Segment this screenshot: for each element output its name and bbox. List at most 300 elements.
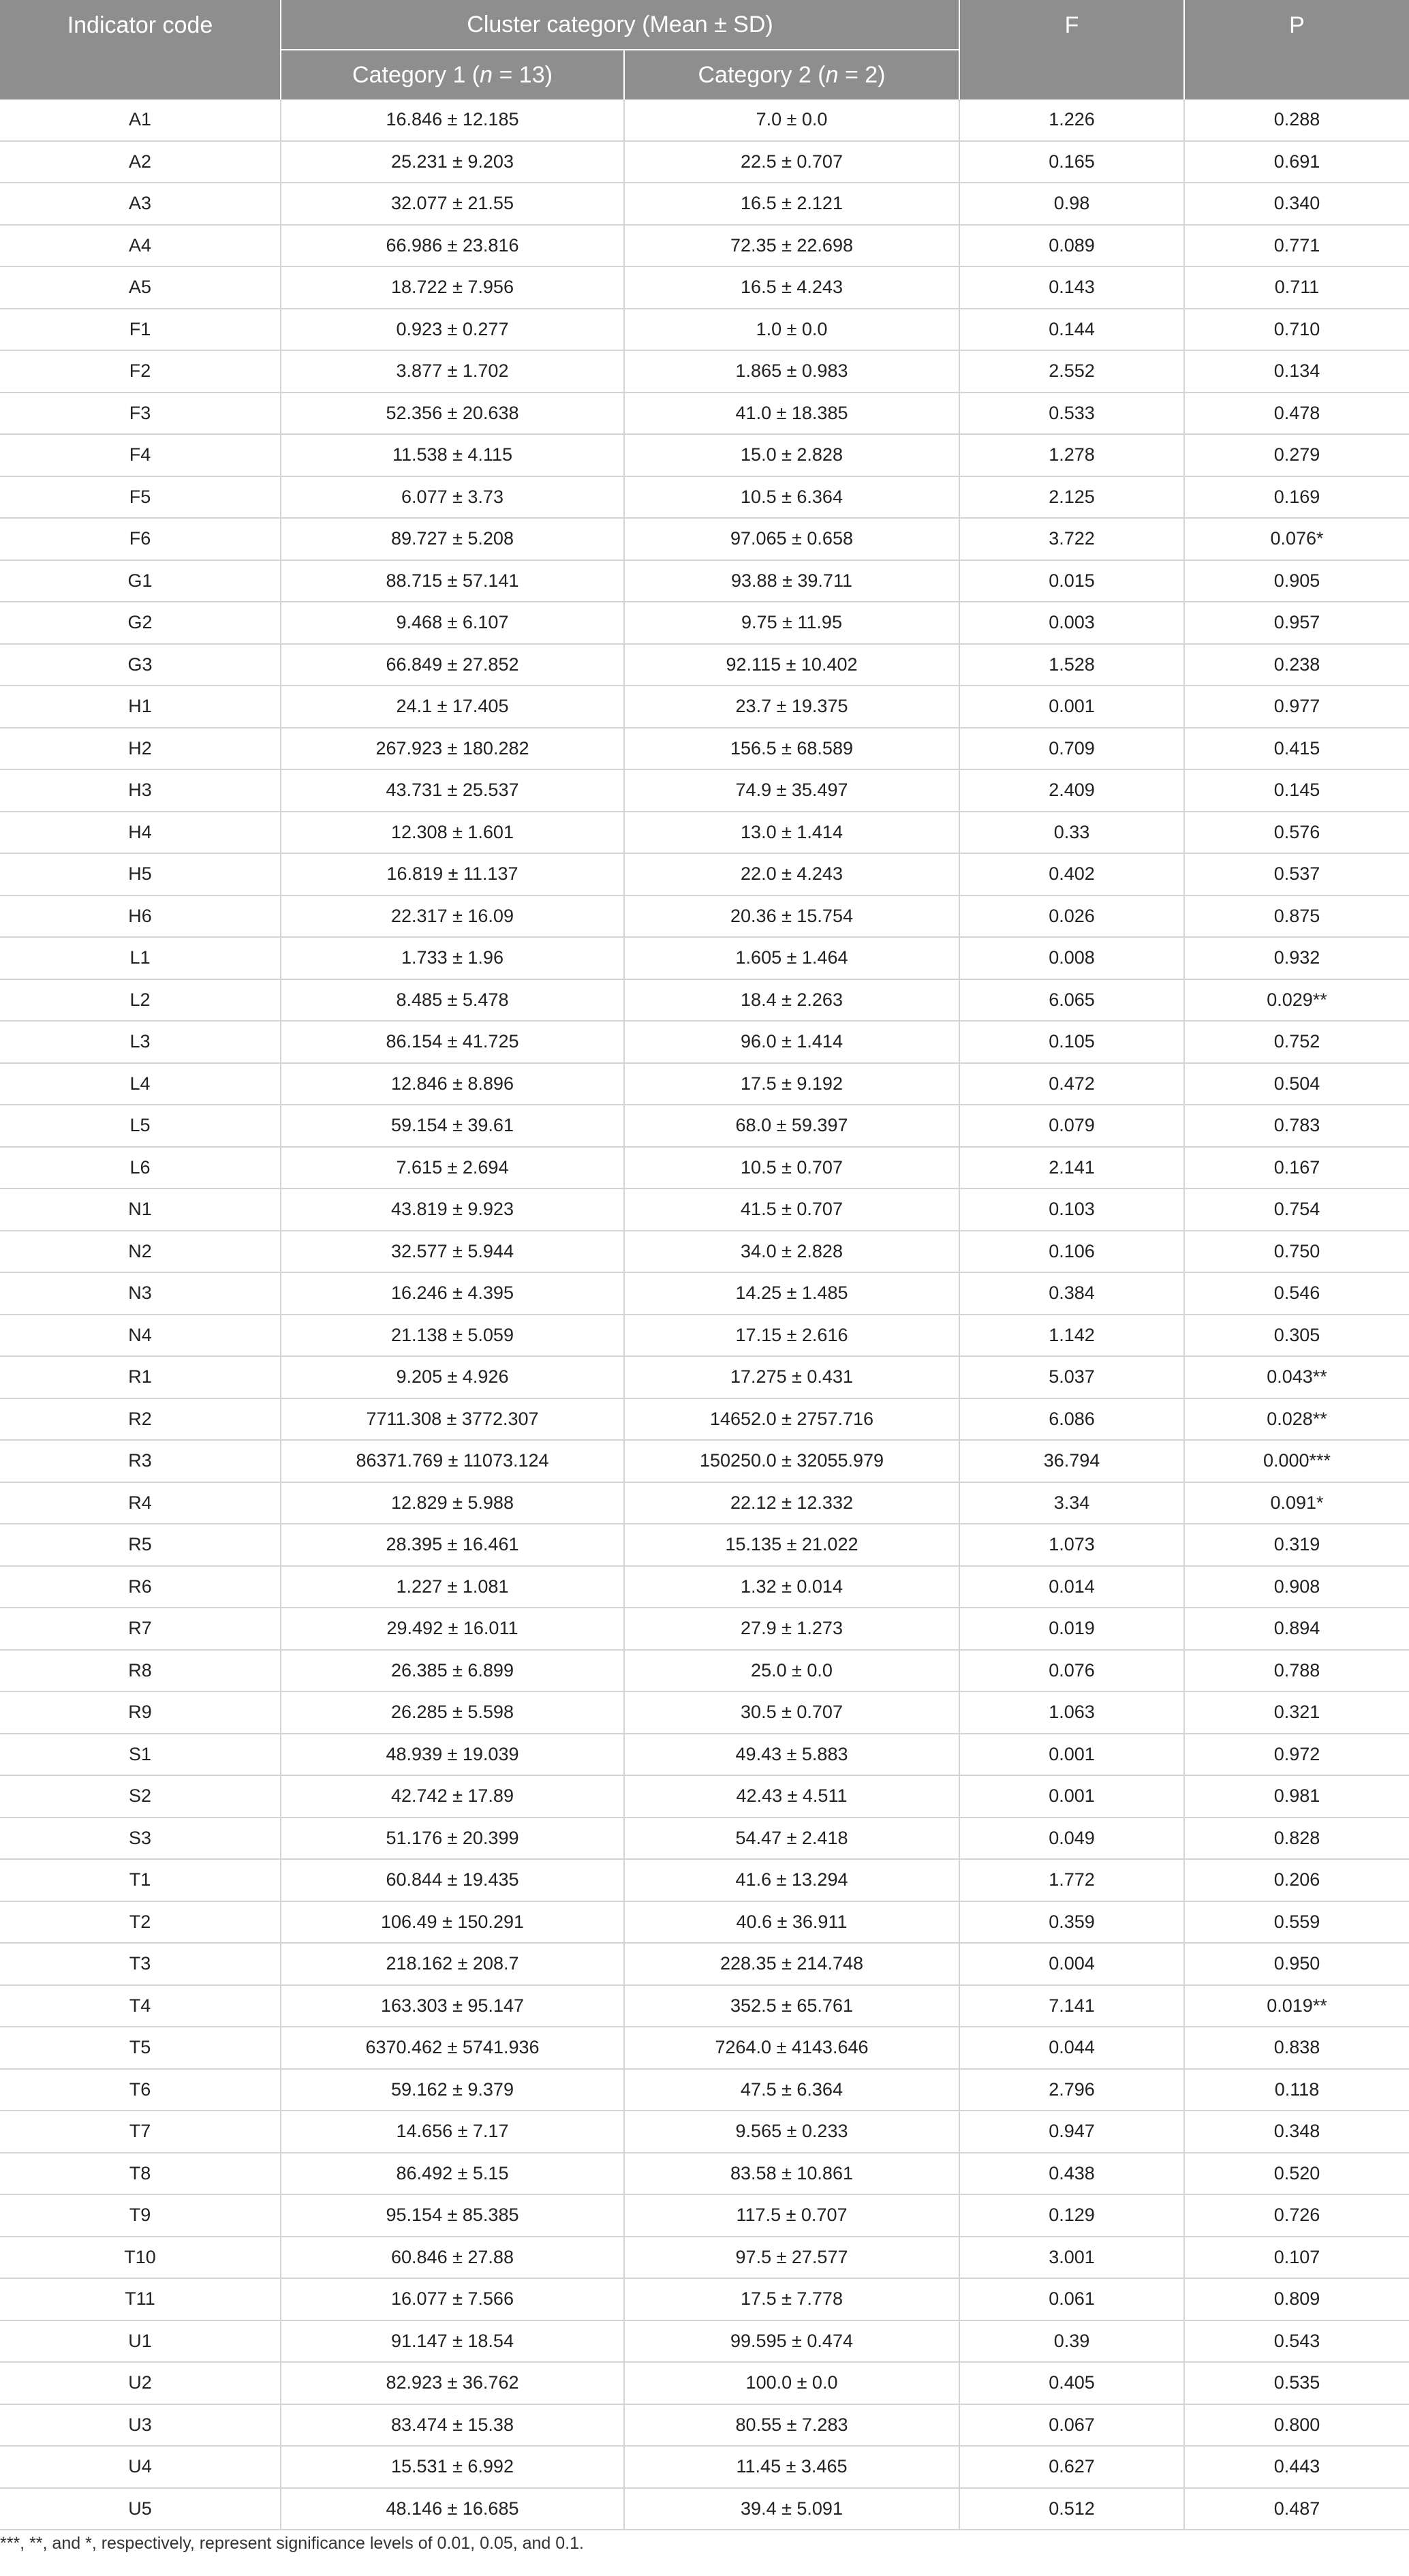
category-2-cell: 68.0 ± 59.397 xyxy=(624,1105,959,1147)
indicator-code-cell: R7 xyxy=(0,1608,281,1650)
p-value-cell: 0.319 xyxy=(1184,1524,1409,1566)
category-2-cell: 40.6 ± 36.911 xyxy=(624,1901,959,1944)
table-row xyxy=(0,895,1409,938)
category-1-cell: 95.154 ± 85.385 xyxy=(281,2194,624,2237)
f-value-cell: 0.019 xyxy=(959,1608,1184,1650)
indicator-code-cell: H5 xyxy=(0,853,281,895)
category-2-cell: 97.5 ± 27.577 xyxy=(624,2237,959,2279)
category-1-cell: 88.715 ± 57.141 xyxy=(281,560,624,602)
indicator-code-cell: U4 xyxy=(0,2446,281,2488)
table-row xyxy=(0,1398,1409,1441)
indicator-code-cell: F5 xyxy=(0,476,281,519)
indicator-code-cell: A5 xyxy=(0,266,281,309)
p-value-cell: 0.932 xyxy=(1184,937,1409,979)
category-1-cell: 51.176 ± 20.399 xyxy=(281,1818,624,1860)
table-row xyxy=(0,1775,1409,1818)
p-value-cell: 0.894 xyxy=(1184,1608,1409,1650)
indicator-code-cell: R9 xyxy=(0,1691,281,1734)
category-1-cell: 106.49 ± 150.291 xyxy=(281,1901,624,1944)
f-value-cell: 0.402 xyxy=(959,853,1184,895)
p-value-cell: 0.279 xyxy=(1184,434,1409,476)
table-row xyxy=(0,2446,1409,2488)
header-category-2 xyxy=(624,50,959,99)
table-row xyxy=(0,937,1409,979)
f-value-cell: 0.709 xyxy=(959,728,1184,770)
f-value-cell: 0.044 xyxy=(959,2027,1184,2069)
p-value-cell: 0.828 xyxy=(1184,1818,1409,1860)
indicator-code-cell: N3 xyxy=(0,1272,281,1315)
category-2-cell: 49.43 ± 5.883 xyxy=(624,1734,959,1776)
p-value-cell: 0.711 xyxy=(1184,266,1409,309)
f-value-cell: 0.106 xyxy=(959,1231,1184,1273)
indicator-code-cell: U2 xyxy=(0,2362,281,2404)
category-2-cell: 97.065 ± 0.658 xyxy=(624,518,959,560)
category-2-cell: 22.5 ± 0.707 xyxy=(624,141,959,183)
table-row xyxy=(0,1231,1409,1273)
header-row-1 xyxy=(0,0,1409,50)
p-value-cell: 0.145 xyxy=(1184,769,1409,812)
category-2-cell: 150250.0 ± 32055.979 xyxy=(624,1440,959,1482)
p-value-cell: 0.710 xyxy=(1184,309,1409,351)
category-1-cell: 18.722 ± 7.956 xyxy=(281,266,624,309)
indicator-code-cell: R2 xyxy=(0,1398,281,1441)
table-row xyxy=(0,266,1409,309)
category-1-cell: 16.077 ± 7.566 xyxy=(281,2278,624,2320)
category-2-cell: 100.0 ± 0.0 xyxy=(624,2362,959,2404)
p-value-cell: 0.340 xyxy=(1184,183,1409,225)
category-1-cell: 48.939 ± 19.039 xyxy=(281,1734,624,1776)
f-value-cell: 1.528 xyxy=(959,644,1184,686)
p-value-cell: 0.000*** xyxy=(1184,1440,1409,1482)
category-1-cell: 8.485 ± 5.478 xyxy=(281,979,624,1022)
f-value-cell: 0.384 xyxy=(959,1272,1184,1315)
category-1-cell: 24.1 ± 17.405 xyxy=(281,686,624,728)
category-1-cell: 16.846 ± 12.185 xyxy=(281,99,624,141)
indicator-code-cell: T9 xyxy=(0,2194,281,2237)
p-value-cell: 0.908 xyxy=(1184,1566,1409,1608)
p-value-cell: 0.169 xyxy=(1184,476,1409,519)
p-value-cell: 0.788 xyxy=(1184,1650,1409,1692)
p-value-cell: 0.288 xyxy=(1184,99,1409,141)
category-1-cell: 14.656 ± 7.17 xyxy=(281,2111,624,2153)
category-1-cell: 25.231 ± 9.203 xyxy=(281,141,624,183)
category-1-cell: 16.819 ± 11.137 xyxy=(281,853,624,895)
table-row xyxy=(0,2278,1409,2320)
f-value-cell: 0.067 xyxy=(959,2404,1184,2447)
indicator-code-cell: A4 xyxy=(0,225,281,267)
indicator-code-cell: A3 xyxy=(0,183,281,225)
category-2-cell: 15.135 ± 21.022 xyxy=(624,1524,959,1566)
table-body xyxy=(0,99,1409,2530)
p-value-cell: 0.348 xyxy=(1184,2111,1409,2153)
p-value-cell: 0.875 xyxy=(1184,895,1409,938)
category-2-cell: 1.32 ± 0.014 xyxy=(624,1566,959,1608)
indicator-code-cell: L3 xyxy=(0,1021,281,1063)
category-2-cell: 16.5 ± 2.121 xyxy=(624,183,959,225)
f-value-cell: 0.001 xyxy=(959,1775,1184,1818)
header-indicator-code: Indicator code xyxy=(0,0,281,99)
f-value-cell: 0.026 xyxy=(959,895,1184,938)
category-1-cell: 52.356 ± 20.638 xyxy=(281,393,624,435)
table-row xyxy=(0,2153,1409,2195)
table-row xyxy=(0,476,1409,519)
category-2-cell: 30.5 ± 0.707 xyxy=(624,1691,959,1734)
category-2-cell: 7264.0 ± 4143.646 xyxy=(624,2027,959,2069)
table-row xyxy=(0,2404,1409,2447)
f-value-cell: 0.33 xyxy=(959,812,1184,854)
f-value-cell: 0.627 xyxy=(959,2446,1184,2488)
category-1-cell: 15.531 ± 6.992 xyxy=(281,2446,624,2488)
f-value-cell: 0.014 xyxy=(959,1566,1184,1608)
category-2-cell: 80.55 ± 7.283 xyxy=(624,2404,959,2447)
f-value-cell: 2.125 xyxy=(959,476,1184,519)
table-row xyxy=(0,1482,1409,1524)
f-value-cell: 0.049 xyxy=(959,1818,1184,1860)
p-value-cell: 0.118 xyxy=(1184,2069,1409,2111)
category-1-cell: 59.162 ± 9.379 xyxy=(281,2069,624,2111)
f-value-cell: 1.226 xyxy=(959,99,1184,141)
f-value-cell: 0.004 xyxy=(959,1943,1184,1985)
indicator-code-cell: H1 xyxy=(0,686,281,728)
header-p: P xyxy=(1184,0,1409,99)
indicator-code-cell: U1 xyxy=(0,2320,281,2363)
indicator-code-cell: T10 xyxy=(0,2237,281,2279)
p-value-cell: 0.559 xyxy=(1184,1901,1409,1944)
f-value-cell: 0.165 xyxy=(959,141,1184,183)
indicator-code-cell: R6 xyxy=(0,1566,281,1608)
table-row xyxy=(0,1063,1409,1105)
table-row xyxy=(0,1650,1409,1692)
indicator-code-cell: R8 xyxy=(0,1650,281,1692)
category-1-cell: 60.844 ± 19.435 xyxy=(281,1859,624,1901)
indicator-code-cell: L1 xyxy=(0,937,281,979)
category-1-cell: 12.829 ± 5.988 xyxy=(281,1482,624,1524)
category-1-cell: 6370.462 ± 5741.936 xyxy=(281,2027,624,2069)
category-2-cell: 117.5 ± 0.707 xyxy=(624,2194,959,2237)
p-value-cell: 0.134 xyxy=(1184,350,1409,393)
table-row xyxy=(0,518,1409,560)
table-row xyxy=(0,2362,1409,2404)
category-1-cell: 43.731 ± 25.537 xyxy=(281,769,624,812)
indicator-code-cell: L2 xyxy=(0,979,281,1022)
f-value-cell: 0.003 xyxy=(959,602,1184,644)
category-1-cell: 9.468 ± 6.107 xyxy=(281,602,624,644)
category-2-cell: 18.4 ± 2.263 xyxy=(624,979,959,1022)
indicator-code-cell: L4 xyxy=(0,1063,281,1105)
category-2-cell: 20.36 ± 15.754 xyxy=(624,895,959,938)
table-row xyxy=(0,644,1409,686)
p-value-cell: 0.754 xyxy=(1184,1189,1409,1231)
p-value-cell: 0.305 xyxy=(1184,1315,1409,1357)
table-row xyxy=(0,812,1409,854)
category-1-cell: 7.615 ± 2.694 xyxy=(281,1147,624,1189)
category-2-cell: 72.35 ± 22.698 xyxy=(624,225,959,267)
category-1-cell: 28.395 ± 16.461 xyxy=(281,1524,624,1566)
category-2-cell: 17.15 ± 2.616 xyxy=(624,1315,959,1357)
category-2-cell: 1.865 ± 0.983 xyxy=(624,350,959,393)
category-1-cell: 7711.308 ± 3772.307 xyxy=(281,1398,624,1441)
table-row xyxy=(0,393,1409,435)
table-row xyxy=(0,1021,1409,1063)
category-2-cell: 17.5 ± 9.192 xyxy=(624,1063,959,1105)
category-1-cell: 32.077 ± 21.55 xyxy=(281,183,624,225)
table-row xyxy=(0,1147,1409,1189)
category-1-cell: 12.308 ± 1.601 xyxy=(281,812,624,854)
category-2-cell: 39.4 ± 5.091 xyxy=(624,2488,959,2530)
f-value-cell: 2.552 xyxy=(959,350,1184,393)
f-value-cell: 0.001 xyxy=(959,1734,1184,1776)
indicator-code-cell: R1 xyxy=(0,1356,281,1398)
category-2-cell: 228.35 ± 214.748 xyxy=(624,1943,959,1985)
f-value-cell: 5.037 xyxy=(959,1356,1184,1398)
f-value-cell: 0.143 xyxy=(959,266,1184,309)
category-1-cell: 9.205 ± 4.926 xyxy=(281,1356,624,1398)
p-value-cell: 0.543 xyxy=(1184,2320,1409,2363)
indicator-code-cell: S2 xyxy=(0,1775,281,1818)
category-2-cell: 1.0 ± 0.0 xyxy=(624,309,959,351)
table-row xyxy=(0,602,1409,644)
indicator-code-cell: A1 xyxy=(0,99,281,141)
p-value-cell: 0.107 xyxy=(1184,2237,1409,2279)
category-2-suffix: = 2) xyxy=(838,61,886,88)
category-1-cell: 267.923 ± 180.282 xyxy=(281,728,624,770)
table-row xyxy=(0,1566,1409,1608)
p-value-cell: 0.950 xyxy=(1184,1943,1409,1985)
category-2-cell: 14.25 ± 1.485 xyxy=(624,1272,959,1315)
indicator-code-cell: H3 xyxy=(0,769,281,812)
table-row xyxy=(0,1859,1409,1901)
category-1-cell: 42.742 ± 17.89 xyxy=(281,1775,624,1818)
table-row xyxy=(0,979,1409,1022)
category-1-cell: 218.162 ± 208.7 xyxy=(281,1943,624,1985)
p-value-cell: 0.043** xyxy=(1184,1356,1409,1398)
table-row xyxy=(0,350,1409,393)
category-1-cell: 22.317 ± 16.09 xyxy=(281,895,624,938)
p-value-cell: 0.800 xyxy=(1184,2404,1409,2447)
table-row xyxy=(0,1608,1409,1650)
p-value-cell: 0.443 xyxy=(1184,2446,1409,2488)
category-2-cell: 17.5 ± 7.778 xyxy=(624,2278,959,2320)
category-2-cell: 352.5 ± 65.761 xyxy=(624,1985,959,2027)
category-1-cell: 91.147 ± 18.54 xyxy=(281,2320,624,2363)
table-row xyxy=(0,1189,1409,1231)
category-1-cell: 86371.769 ± 11073.124 xyxy=(281,1440,624,1482)
category-2-cell: 1.605 ± 1.464 xyxy=(624,937,959,979)
category-2-cell: 10.5 ± 6.364 xyxy=(624,476,959,519)
category-1-cell: 0.923 ± 0.277 xyxy=(281,309,624,351)
indicator-code-cell: N1 xyxy=(0,1189,281,1231)
table-row xyxy=(0,1734,1409,1776)
category-1-cell: 32.577 ± 5.944 xyxy=(281,1231,624,1273)
p-value-cell: 0.028** xyxy=(1184,1398,1409,1441)
category-2-cell: 99.595 ± 0.474 xyxy=(624,2320,959,2363)
table-row xyxy=(0,2069,1409,2111)
table-row xyxy=(0,2237,1409,2279)
table-row xyxy=(0,560,1409,602)
table-row xyxy=(0,1272,1409,1315)
category-1-cell: 83.474 ± 15.38 xyxy=(281,2404,624,2447)
f-value-cell: 3.34 xyxy=(959,1482,1184,1524)
category-1-cell: 66.986 ± 23.816 xyxy=(281,225,624,267)
table-row xyxy=(0,2488,1409,2530)
f-value-cell: 2.409 xyxy=(959,769,1184,812)
header-cluster-category: Cluster category (Mean ± SD) xyxy=(281,0,959,50)
table-row xyxy=(0,1943,1409,1985)
p-value-cell: 0.752 xyxy=(1184,1021,1409,1063)
f-value-cell: 0.472 xyxy=(959,1063,1184,1105)
p-value-cell: 0.029** xyxy=(1184,979,1409,1022)
p-value-cell: 0.487 xyxy=(1184,2488,1409,2530)
category-2-cell: 41.5 ± 0.707 xyxy=(624,1189,959,1231)
indicator-code-cell: R5 xyxy=(0,1524,281,1566)
indicator-code-cell: T7 xyxy=(0,2111,281,2153)
category-1-cell: 11.538 ± 4.115 xyxy=(281,434,624,476)
indicator-code-cell: G1 xyxy=(0,560,281,602)
p-value-cell: 0.537 xyxy=(1184,853,1409,895)
f-value-cell: 2.141 xyxy=(959,1147,1184,1189)
p-value-cell: 0.321 xyxy=(1184,1691,1409,1734)
table-row xyxy=(0,1356,1409,1398)
f-value-cell: 0.512 xyxy=(959,2488,1184,2530)
header-category-1 xyxy=(281,50,624,99)
category-2-cell: 22.12 ± 12.332 xyxy=(624,1482,959,1524)
category-1-cell: 66.849 ± 27.852 xyxy=(281,644,624,686)
p-value-cell: 0.019** xyxy=(1184,1985,1409,2027)
f-value-cell: 1.142 xyxy=(959,1315,1184,1357)
table-row xyxy=(0,309,1409,351)
table-footnote: ***, **, and *, respectively, represent significance levels of 0.01, 0.05, and 0.1. xyxy=(0,2534,584,2553)
table-row xyxy=(0,2194,1409,2237)
indicator-code-cell: T4 xyxy=(0,1985,281,2027)
f-value-cell: 0.359 xyxy=(959,1901,1184,1944)
p-value-cell: 0.972 xyxy=(1184,1734,1409,1776)
p-value-cell: 0.981 xyxy=(1184,1775,1409,1818)
f-value-cell: 0.001 xyxy=(959,686,1184,728)
category-2-cell: 34.0 ± 2.828 xyxy=(624,1231,959,1273)
p-value-cell: 0.535 xyxy=(1184,2362,1409,2404)
table-row xyxy=(0,2320,1409,2363)
table-row xyxy=(0,728,1409,770)
f-value-cell: 0.015 xyxy=(959,560,1184,602)
category-1-n: n xyxy=(480,61,493,88)
f-value-cell: 0.405 xyxy=(959,2362,1184,2404)
indicator-code-cell: A2 xyxy=(0,141,281,183)
category-2-cell: 27.9 ± 1.273 xyxy=(624,1608,959,1650)
category-2-cell: 93.88 ± 39.711 xyxy=(624,560,959,602)
p-value-cell: 0.478 xyxy=(1184,393,1409,435)
category-1-cell: 26.385 ± 6.899 xyxy=(281,1650,624,1692)
table-row xyxy=(0,2027,1409,2069)
p-value-cell: 0.546 xyxy=(1184,1272,1409,1315)
indicator-code-cell: T6 xyxy=(0,2069,281,2111)
f-value-cell: 3.722 xyxy=(959,518,1184,560)
f-value-cell: 0.98 xyxy=(959,183,1184,225)
f-value-cell: 2.796 xyxy=(959,2069,1184,2111)
p-value-cell: 0.691 xyxy=(1184,141,1409,183)
f-value-cell: 0.105 xyxy=(959,1021,1184,1063)
table-row xyxy=(0,1691,1409,1734)
f-value-cell: 0.533 xyxy=(959,393,1184,435)
indicator-code-cell: N2 xyxy=(0,1231,281,1273)
f-value-cell: 0.438 xyxy=(959,2153,1184,2195)
f-value-cell: 6.065 xyxy=(959,979,1184,1022)
table-row xyxy=(0,686,1409,728)
indicator-code-cell: S3 xyxy=(0,1818,281,1860)
category-1-suffix: = 13) xyxy=(493,61,553,88)
indicator-code-cell: F2 xyxy=(0,350,281,393)
p-value-cell: 0.771 xyxy=(1184,225,1409,267)
category-1-cell: 16.246 ± 4.395 xyxy=(281,1272,624,1315)
category-2-cell: 14652.0 ± 2757.716 xyxy=(624,1398,959,1441)
p-value-cell: 0.238 xyxy=(1184,644,1409,686)
category-2-cell: 54.47 ± 2.418 xyxy=(624,1818,959,1860)
p-value-cell: 0.726 xyxy=(1184,2194,1409,2237)
indicator-code-cell: G3 xyxy=(0,644,281,686)
indicator-code-cell: U3 xyxy=(0,2404,281,2447)
p-value-cell: 0.520 xyxy=(1184,2153,1409,2195)
category-2-n: n xyxy=(825,61,839,88)
f-value-cell: 1.772 xyxy=(959,1859,1184,1901)
header-f: F xyxy=(959,0,1184,99)
indicator-code-cell: T1 xyxy=(0,1859,281,1901)
indicator-code-cell: R3 xyxy=(0,1440,281,1482)
p-value-cell: 0.905 xyxy=(1184,560,1409,602)
table-row xyxy=(0,2111,1409,2153)
f-value-cell: 0.089 xyxy=(959,225,1184,267)
p-value-cell: 0.977 xyxy=(1184,686,1409,728)
f-value-cell: 0.39 xyxy=(959,2320,1184,2363)
indicator-code-cell: H6 xyxy=(0,895,281,938)
category-1-cell: 86.492 ± 5.15 xyxy=(281,2153,624,2195)
category-2-cell: 7.0 ± 0.0 xyxy=(624,99,959,141)
category-2-cell: 41.0 ± 18.385 xyxy=(624,393,959,435)
category-1-cell: 89.727 ± 5.208 xyxy=(281,518,624,560)
p-value-cell: 0.091* xyxy=(1184,1482,1409,1524)
table-row xyxy=(0,1524,1409,1566)
p-value-cell: 0.504 xyxy=(1184,1063,1409,1105)
category-1-prefix: Category 1 ( xyxy=(352,61,480,88)
category-2-cell: 11.45 ± 3.465 xyxy=(624,2446,959,2488)
p-value-cell: 0.957 xyxy=(1184,602,1409,644)
p-value-cell: 0.838 xyxy=(1184,2027,1409,2069)
table-header xyxy=(0,0,1409,99)
f-value-cell: 1.073 xyxy=(959,1524,1184,1566)
indicator-code-cell: H4 xyxy=(0,812,281,854)
p-value-cell: 0.809 xyxy=(1184,2278,1409,2320)
category-2-cell: 10.5 ± 0.707 xyxy=(624,1147,959,1189)
indicator-code-cell: F6 xyxy=(0,518,281,560)
f-value-cell: 0.008 xyxy=(959,937,1184,979)
table-row xyxy=(0,1985,1409,2027)
indicator-code-cell: G2 xyxy=(0,602,281,644)
category-1-cell: 60.846 ± 27.88 xyxy=(281,2237,624,2279)
category-1-cell: 59.154 ± 39.61 xyxy=(281,1105,624,1147)
table-row xyxy=(0,1901,1409,1944)
category-2-cell: 13.0 ± 1.414 xyxy=(624,812,959,854)
p-value-cell: 0.415 xyxy=(1184,728,1409,770)
table-row xyxy=(0,1440,1409,1482)
table-row xyxy=(0,1818,1409,1860)
indicator-code-cell: R4 xyxy=(0,1482,281,1524)
indicator-code-cell: T11 xyxy=(0,2278,281,2320)
category-1-cell: 43.819 ± 9.923 xyxy=(281,1189,624,1231)
f-value-cell: 36.794 xyxy=(959,1440,1184,1482)
f-value-cell: 1.278 xyxy=(959,434,1184,476)
category-1-cell: 86.154 ± 41.725 xyxy=(281,1021,624,1063)
indicator-code-cell: S1 xyxy=(0,1734,281,1776)
f-value-cell: 6.086 xyxy=(959,1398,1184,1441)
table-row xyxy=(0,183,1409,225)
